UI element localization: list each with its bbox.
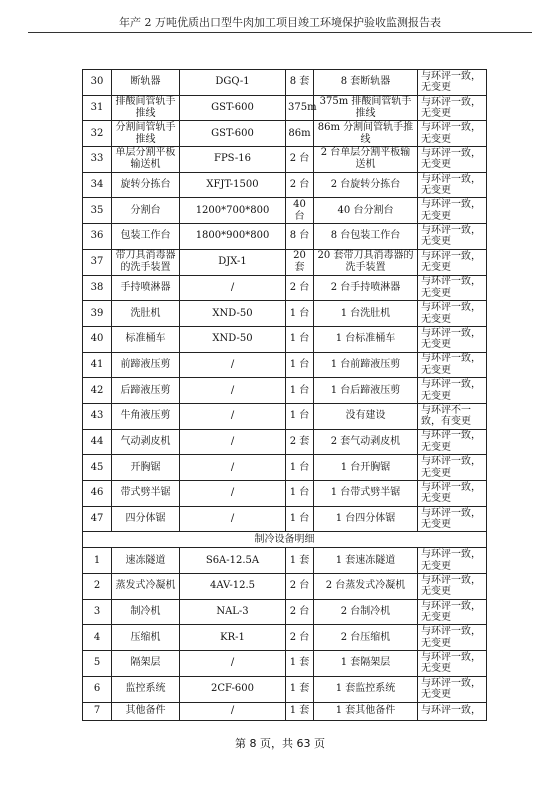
cell-remark: 与环评一致，无变更	[418, 172, 487, 198]
cell-quantity: 1 台	[286, 455, 314, 481]
cell-number: 46	[83, 481, 112, 507]
cell-number: 42	[83, 378, 112, 404]
cell-equipment-name: 蒸发式冷凝机	[112, 574, 180, 600]
cell-number: 7	[83, 702, 112, 720]
cell-remark: 与环评一致，无变更	[418, 249, 487, 275]
cell-actual-construction: 1 套速冻隧道	[314, 548, 418, 574]
equipment-table	[82, 69, 487, 721]
cell-actual-construction: 1 套监控系统	[314, 676, 418, 702]
cell-model: XND-50	[180, 326, 286, 352]
cell-actual-construction: 1 台洗肚机	[314, 301, 418, 327]
cell-quantity: 1 台	[286, 352, 314, 378]
table-row	[83, 378, 487, 404]
table-row	[83, 224, 487, 250]
table-row	[83, 506, 487, 532]
cell-model: /	[180, 403, 286, 429]
table-row	[83, 70, 487, 96]
cell-equipment-name: 压缩机	[112, 625, 180, 651]
cell-actual-construction: 2 台制冷机	[314, 599, 418, 625]
cell-remark: 与环评一致，无变更	[418, 481, 487, 507]
table-row	[83, 625, 487, 651]
cell-actual-construction: 1 台前蹄液压剪	[314, 352, 418, 378]
cell-quantity: 40 台	[286, 198, 314, 224]
cell-remark: 与环评一致，无变更	[418, 455, 487, 481]
table-row	[83, 172, 487, 198]
cell-model: 2CF-600	[180, 676, 286, 702]
table-row	[83, 147, 487, 173]
cell-remark: 与环评一致，无变更	[418, 352, 487, 378]
cell-remark: 与环评一致，无变更	[418, 224, 487, 250]
cell-number: 43	[83, 403, 112, 429]
cell-actual-construction: 1 台标准桶车	[314, 326, 418, 352]
cell-quantity: 1 台	[286, 326, 314, 352]
table-row	[83, 481, 487, 507]
cell-model: /	[180, 352, 286, 378]
cell-model: NAL-3	[180, 599, 286, 625]
cell-equipment-name: 手持喷淋器	[112, 275, 180, 301]
cell-model: /	[180, 429, 286, 455]
cell-actual-construction: 40 台分割台	[314, 198, 418, 224]
cell-remark: 与环评一致，无变更	[418, 275, 487, 301]
cell-actual-construction: 20 套带刀具消毒器的洗手装置	[314, 249, 418, 275]
cell-quantity: 1 台	[286, 378, 314, 404]
cell-remark: 与环评一致，无变更	[418, 95, 487, 121]
table-row	[83, 352, 487, 378]
cell-model: KR-1	[180, 625, 286, 651]
cell-equipment-name: 洗肚机	[112, 301, 180, 327]
cell-model: S6A-12.5A	[180, 548, 286, 574]
cell-quantity: 2 台	[286, 574, 314, 600]
cell-quantity: 1 套	[286, 651, 314, 677]
cell-remark: 与环评一致，无变更	[418, 429, 487, 455]
header-divider	[28, 32, 532, 33]
cell-number: 34	[83, 172, 112, 198]
cell-actual-construction: 1 台后蹄液压剪	[314, 378, 418, 404]
cell-quantity: 20 套	[286, 249, 314, 275]
cell-quantity: 2 台	[286, 147, 314, 173]
cell-number: 37	[83, 249, 112, 275]
cell-remark: 与环评一致，无变更	[418, 651, 487, 677]
cell-number: 4	[83, 625, 112, 651]
cell-model: DGQ-1	[180, 70, 286, 96]
cell-equipment-name: 带刀具消毒器的洗手装置	[112, 249, 180, 275]
page-header-title: 年产 2 万吨优质出口型牛肉加工项目竣工环境保护验收监测报告表	[119, 16, 441, 29]
cell-model: FPS-16	[180, 147, 286, 173]
cell-quantity: 1 台	[286, 403, 314, 429]
cell-remark: 与环评不一致，有变更	[418, 403, 487, 429]
cell-model: /	[180, 275, 286, 301]
cell-model: /	[180, 651, 286, 677]
cell-remark: 与环评一致，	[418, 702, 487, 720]
cell-equipment-name: 旋转分拣台	[112, 172, 180, 198]
cell-remark: 与环评一致，无变更	[418, 378, 487, 404]
cell-equipment-name: 其他备件	[112, 702, 180, 720]
cell-remark: 与环评一致，无变更	[418, 147, 487, 173]
table-row	[83, 249, 487, 275]
cell-remark: 与环评一致，无变更	[418, 121, 487, 147]
table-row	[83, 702, 487, 720]
cell-actual-construction: 375m 排酸间管轨手推线	[314, 95, 418, 121]
cell-number: 30	[83, 70, 112, 96]
page-number: 第 8 页，共 63 页	[235, 737, 325, 750]
cell-remark: 与环评一致，无变更	[418, 548, 487, 574]
table-row	[83, 326, 487, 352]
cell-equipment-name: 制冷机	[112, 599, 180, 625]
cell-quantity: 2 台	[286, 599, 314, 625]
cell-quantity: 86m	[286, 121, 314, 147]
cell-model: 1200*700*800	[180, 198, 286, 224]
table-row	[83, 548, 487, 574]
cell-actual-construction: 2 套气动剥皮机	[314, 429, 418, 455]
cell-model: XND-50	[180, 301, 286, 327]
cell-model: /	[180, 455, 286, 481]
cell-equipment-name: 速冻隧道	[112, 548, 180, 574]
cell-actual-construction: 8 套断轨器	[314, 70, 418, 96]
cell-quantity: 2 台	[286, 172, 314, 198]
cell-equipment-name: 分割间管轨手推线	[112, 121, 180, 147]
cell-model: /	[180, 481, 286, 507]
cell-number: 1	[83, 548, 112, 574]
cell-model: 4AV-12.5	[180, 574, 286, 600]
cell-quantity: 8 套	[286, 70, 314, 96]
cell-remark: 与环评一致，无变更	[418, 676, 487, 702]
cell-remark: 与环评一致，无变更	[418, 301, 487, 327]
cell-quantity: 375m	[286, 95, 314, 121]
cell-quantity: 1 台	[286, 301, 314, 327]
cell-number: 38	[83, 275, 112, 301]
cell-equipment-name: 前蹄液压剪	[112, 352, 180, 378]
cell-model: GST-600	[180, 121, 286, 147]
cell-number: 31	[83, 95, 112, 121]
table-row	[83, 429, 487, 455]
table-row	[83, 198, 487, 224]
table-row	[83, 275, 487, 301]
cell-equipment-name: 包装工作台	[112, 224, 180, 250]
cell-number: 35	[83, 198, 112, 224]
cell-number: 47	[83, 506, 112, 532]
cell-remark: 与环评一致，无变更	[418, 198, 487, 224]
cell-number: 3	[83, 599, 112, 625]
cell-model: XFJT-1500	[180, 172, 286, 198]
cell-actual-construction: 2 台蒸发式冷凝机	[314, 574, 418, 600]
table-row	[83, 95, 487, 121]
cell-quantity: 1 套	[286, 548, 314, 574]
cell-remark: 与环评一致，无变更	[418, 326, 487, 352]
cell-number: 41	[83, 352, 112, 378]
cell-equipment-name: 单层分割平板输送机	[112, 147, 180, 173]
cell-equipment-name: 排酸间管轨手推线	[112, 95, 180, 121]
cell-number: 2	[83, 574, 112, 600]
cell-quantity: 2 台	[286, 625, 314, 651]
cell-number: 5	[83, 651, 112, 677]
cell-actual-construction: 1 台带式劈半锯	[314, 481, 418, 507]
cell-actual-construction: 1 台开胸锯	[314, 455, 418, 481]
cell-actual-construction: 1 台四分体锯	[314, 506, 418, 532]
cell-equipment-name: 开胸锯	[112, 455, 180, 481]
cell-remark: 与环评一致，无变更	[418, 506, 487, 532]
cell-equipment-name: 牛角液压剪	[112, 403, 180, 429]
cell-model: GST-600	[180, 95, 286, 121]
cell-number: 32	[83, 121, 112, 147]
equipment-table-body	[83, 70, 487, 721]
table-row	[83, 121, 487, 147]
cell-quantity: 1 套	[286, 676, 314, 702]
cell-actual-construction: 2 台压缩机	[314, 625, 418, 651]
cell-actual-construction: 2 台手持喷淋器	[314, 275, 418, 301]
cell-remark: 与环评一致，无变更	[418, 625, 487, 651]
cell-number: 40	[83, 326, 112, 352]
table-row	[83, 455, 487, 481]
cell-number: 6	[83, 676, 112, 702]
table-row	[83, 599, 487, 625]
table-row	[83, 403, 487, 429]
cell-actual-construction: 8 台包装工作台	[314, 224, 418, 250]
cell-quantity: 1 台	[286, 481, 314, 507]
cell-model: DJX-1	[180, 249, 286, 275]
cell-equipment-name: 标准桶车	[112, 326, 180, 352]
cell-equipment-name: 监控系统	[112, 676, 180, 702]
cell-number: 44	[83, 429, 112, 455]
cell-model: /	[180, 702, 286, 720]
cell-actual-construction: 2 台旋转分拣台	[314, 172, 418, 198]
table-row	[83, 651, 487, 677]
cell-equipment-name: 隔架层	[112, 651, 180, 677]
cell-quantity: 8 台	[286, 224, 314, 250]
cell-actual-construction: 1 套其他备件	[314, 702, 418, 720]
cell-remark: 与环评一致，无变更	[418, 574, 487, 600]
table-row	[83, 301, 487, 327]
cell-equipment-name: 后蹄液压剪	[112, 378, 180, 404]
cell-equipment-name: 四分体锯	[112, 506, 180, 532]
cell-equipment-name: 带式劈半锯	[112, 481, 180, 507]
cell-remark: 与环评一致，无变更	[418, 70, 487, 96]
cell-quantity: 2 台	[286, 275, 314, 301]
cell-equipment-name: 气动剥皮机	[112, 429, 180, 455]
cell-actual-construction: 86m 分割间管轨手推线	[314, 121, 418, 147]
cell-equipment-name: 断轨器	[112, 70, 180, 96]
table-row	[83, 676, 487, 702]
table-row	[83, 574, 487, 600]
cell-actual-construction: 2 台单层分割平板输送机	[314, 147, 418, 173]
cell-quantity: 1 套	[286, 702, 314, 720]
cell-number: 36	[83, 224, 112, 250]
cell-number: 39	[83, 301, 112, 327]
cell-quantity: 1 台	[286, 506, 314, 532]
section-title: 制冷设备明细	[83, 532, 487, 548]
cell-quantity: 2 套	[286, 429, 314, 455]
cell-number: 45	[83, 455, 112, 481]
cell-number: 33	[83, 147, 112, 173]
cell-remark: 与环评一致，无变更	[418, 599, 487, 625]
cell-model: /	[180, 506, 286, 532]
section-row	[83, 532, 487, 548]
cell-equipment-name: 分割台	[112, 198, 180, 224]
cell-model: 1800*900*800	[180, 224, 286, 250]
cell-model: /	[180, 378, 286, 404]
cell-actual-construction: 1 套隔架层	[314, 651, 418, 677]
cell-actual-construction: 没有建设	[314, 403, 418, 429]
